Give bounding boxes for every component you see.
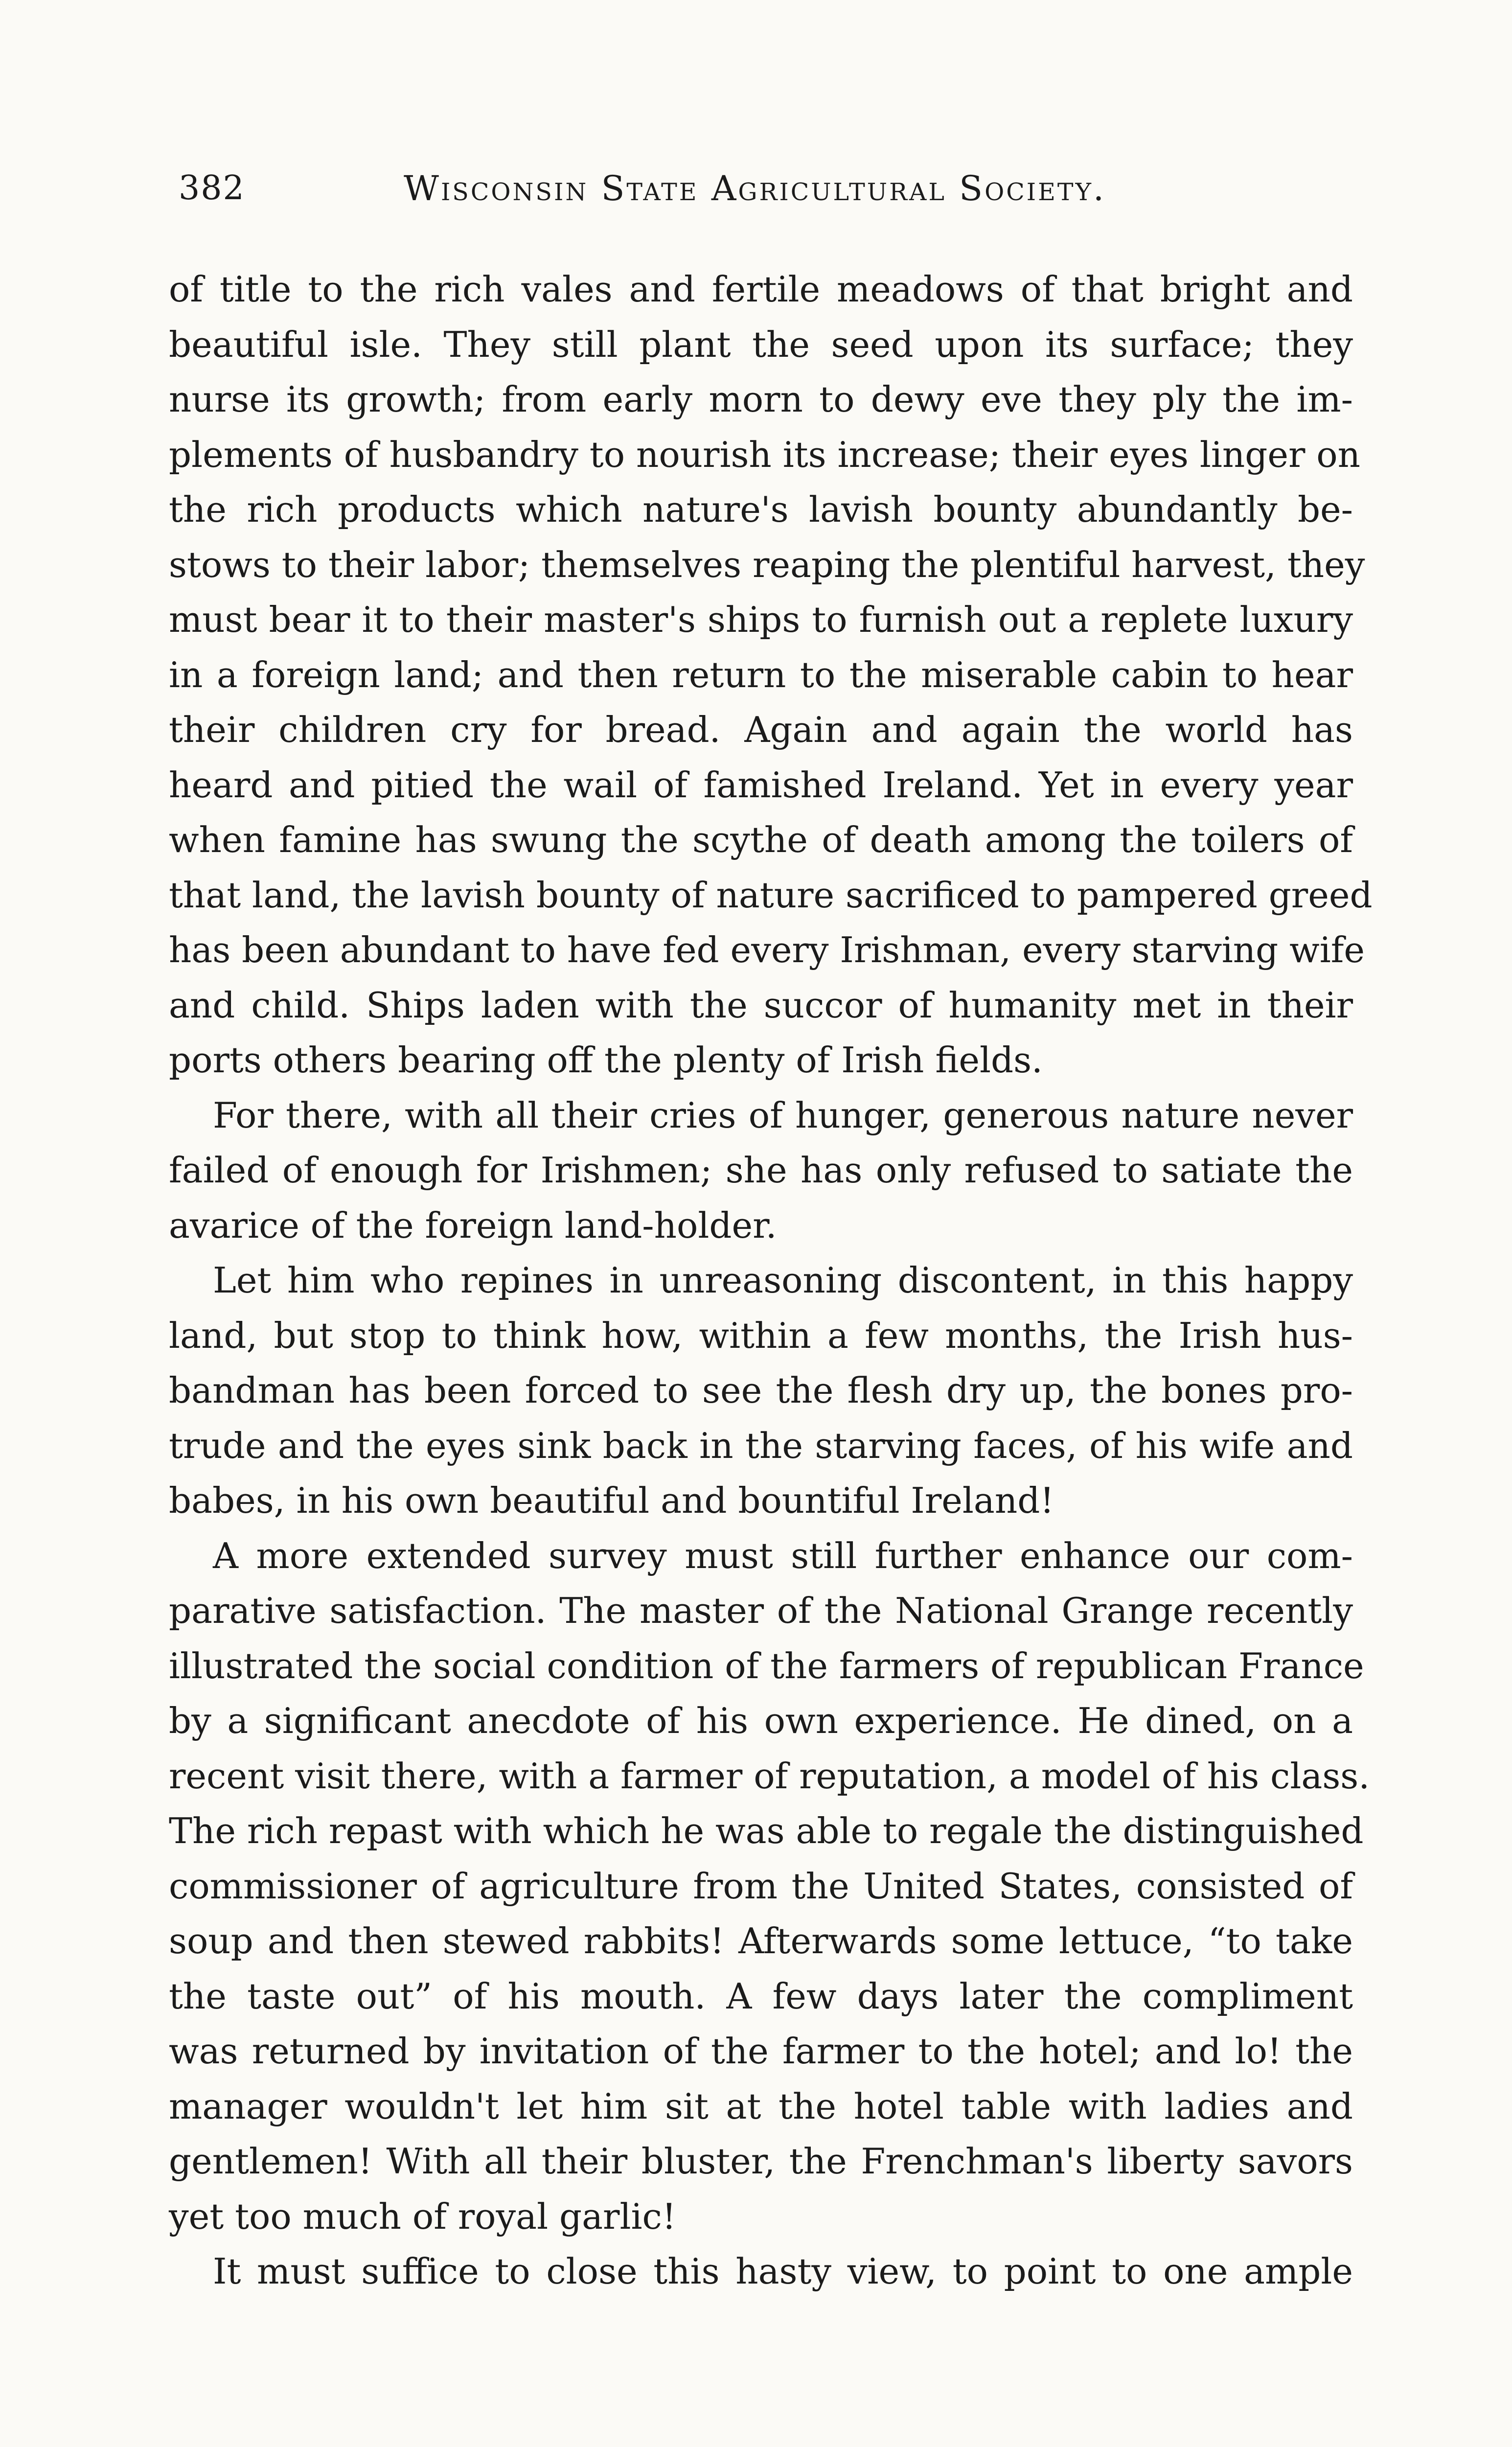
text-line: recent visit there, with a farmer of reputation, a model of his class. [169, 1755, 1370, 1797]
paragraph [169, 2244, 1353, 2299]
text-line: land, but stop to think how, within a few months, the Irish hus- [169, 1315, 1353, 1356]
paragraph [169, 1088, 1353, 1253]
text-line: illustrated the social condition of the farmers of republican France [169, 1645, 1364, 1686]
text-line: The rich repast with which he was able to regale the distinguished [169, 1810, 1364, 1851]
text-line: the taste out” of his mouth. A few days later the compliment [169, 1975, 1353, 2017]
text-line: beautiful isle. They still plant the seed upon its surface; they [169, 323, 1353, 365]
paragraph [169, 1528, 1370, 2244]
text-line: It must suffice to close this hasty view, to point to one ample [213, 2251, 1353, 2292]
paragraph [169, 1253, 1353, 1528]
text-line: parative satisfaction. The master of the National Grange recently [169, 1590, 1353, 1631]
paragraph [169, 262, 1373, 1088]
text-line: was returned by invitation of the farmer to the hotel; and lo! the [169, 2031, 1353, 2072]
text-line: commissioner of agriculture from the United States, consisted of [169, 1865, 1353, 1907]
text-line: the rich products which nature's lavish bounty abundantly be- [169, 489, 1353, 530]
text-line: gentlemen! With all their bluster, the Frenchman's liberty savors [169, 2141, 1353, 2182]
text-line: manager wouldn't let him sit at the hotel table with ladies and [169, 2085, 1353, 2127]
text-line: must bear it to their master's ships to furnish out a replete luxury [169, 599, 1353, 640]
text-line: by a significant anecdote of his own experience. He dined, on a [169, 1700, 1353, 1741]
text-line: of title to the rich vales and fertile meadows of that bright and [169, 269, 1353, 310]
text-line: Let him who repines in unreasoning discontent, in this happy [213, 1260, 1353, 1301]
text-line: bandman has been forced to see the flesh dry up, the bones pro- [169, 1370, 1353, 1411]
text-line: ports others bearing off the plenty of Irish fields. [169, 1039, 1043, 1081]
text-line: babes, in his own beautiful and bountiful Ireland! [169, 1480, 1054, 1521]
text-line: and child. Ships laden with the succor of humanity met in their [169, 984, 1353, 1026]
page-number: 382 [179, 169, 245, 208]
text-line: nurse its growth; from early morn to dewy eve they ply the im- [169, 379, 1353, 420]
text-line: their children cry for bread. Again and again the world has [169, 709, 1353, 750]
page-header [179, 164, 1221, 218]
text-line: heard and pitied the wail of famished Ireland. Yet in every year [169, 764, 1353, 806]
text-line: failed of enough for Irishmen; she has only refused to satiate the [169, 1150, 1353, 1191]
text-line: yet too much of royal garlic! [169, 2195, 676, 2237]
running-head: Wisconsin State Agricultural Society. [404, 168, 1106, 208]
body-text [169, 262, 1373, 2299]
text-line: For there, with all their cries of hunger, generous nature never [213, 1094, 1353, 1136]
text-line: plements of husbandry to nourish its increase; their eyes linger on [169, 434, 1360, 475]
text-line: has been abundant to have fed every Irishman, every starving wife [169, 929, 1365, 970]
text-line: stows to their labor; themselves reaping the plentiful harvest, they [169, 544, 1365, 585]
text-line: A more extended survey must still further enhance our com- [213, 1535, 1353, 1576]
text-line: that land, the lavish bounty of nature sacrificed to pampered greed [169, 874, 1373, 916]
text-line: trude and the eyes sink back in the starving faces, of his wife and [169, 1425, 1353, 1466]
text-line: when famine has swung the scythe of death among the toilers of [169, 819, 1353, 860]
text-line: soup and then stewed rabbits! Afterwards some lettuce, “to take [169, 1920, 1353, 1962]
text-line: avarice of the foreign land-holder. [169, 1204, 777, 1246]
text-line: in a foreign land; and then return to the miserable cabin to hear [169, 654, 1353, 695]
